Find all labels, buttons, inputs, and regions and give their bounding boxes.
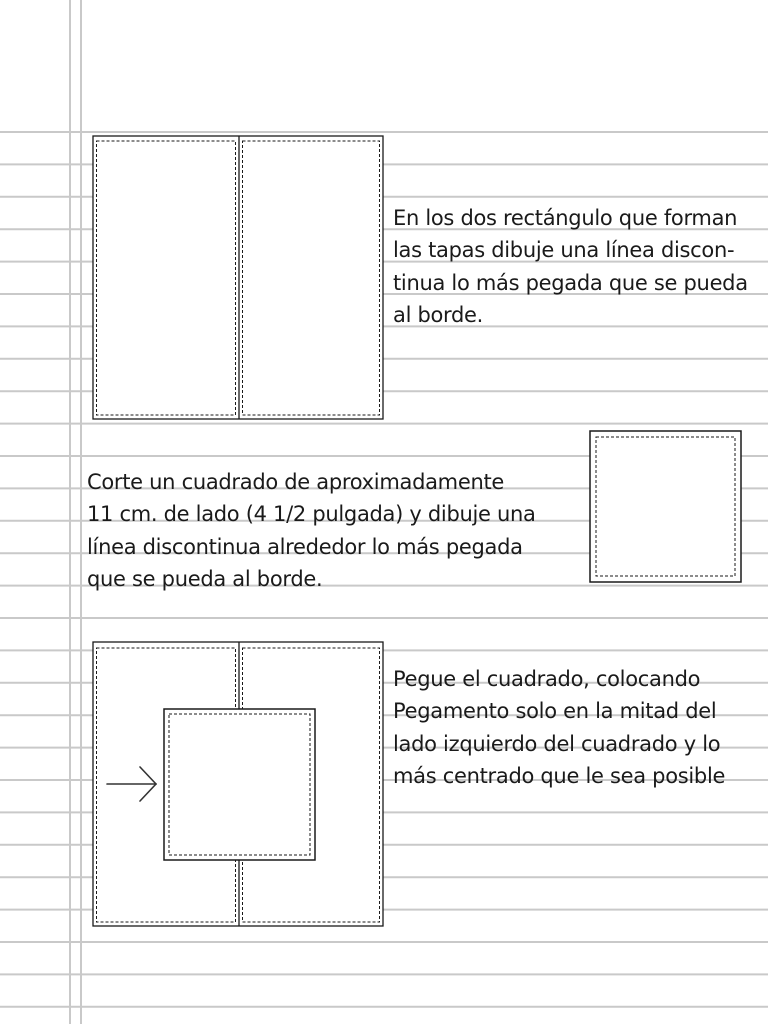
step-1-line: al borde. bbox=[393, 303, 484, 328]
covers-diagram bbox=[92, 135, 386, 422]
square-outline bbox=[590, 431, 741, 582]
step-1-line: En los dos rectángulo que forman bbox=[393, 206, 738, 230]
glued-square-outline bbox=[164, 709, 315, 860]
step-3-instructions bbox=[393, 663, 725, 793]
step-3-line: Pegamento solo en la mitad del bbox=[393, 699, 717, 724]
step-1-instructions bbox=[393, 202, 748, 332]
step-1-line: tinua lo más pegada que se pueda bbox=[393, 270, 748, 295]
step-3-line: más centrado que le sea posible bbox=[393, 764, 726, 789]
step-2-line: línea discontinua alrededor lo más pegada bbox=[87, 534, 523, 559]
step-3-line: Pegue el cuadrado, colocando bbox=[393, 667, 701, 691]
glue-square-diagram bbox=[92, 641, 386, 929]
covers-outline bbox=[93, 136, 383, 419]
step-2-line: Corte un cuadrado de aproximadamente bbox=[87, 470, 505, 494]
step-2-line: 11 cm. de lado (4 1/2 pulgada) y dibuje una bbox=[87, 502, 536, 527]
step-2-line: que se pueda al borde. bbox=[87, 567, 323, 592]
step-1-line: las tapas dibuje una línea discon- bbox=[393, 238, 735, 263]
square-diagram bbox=[588, 429, 744, 585]
step-2-instructions bbox=[87, 466, 536, 596]
step-3-line: lado izquierdo del cuadrado y lo bbox=[393, 731, 721, 756]
